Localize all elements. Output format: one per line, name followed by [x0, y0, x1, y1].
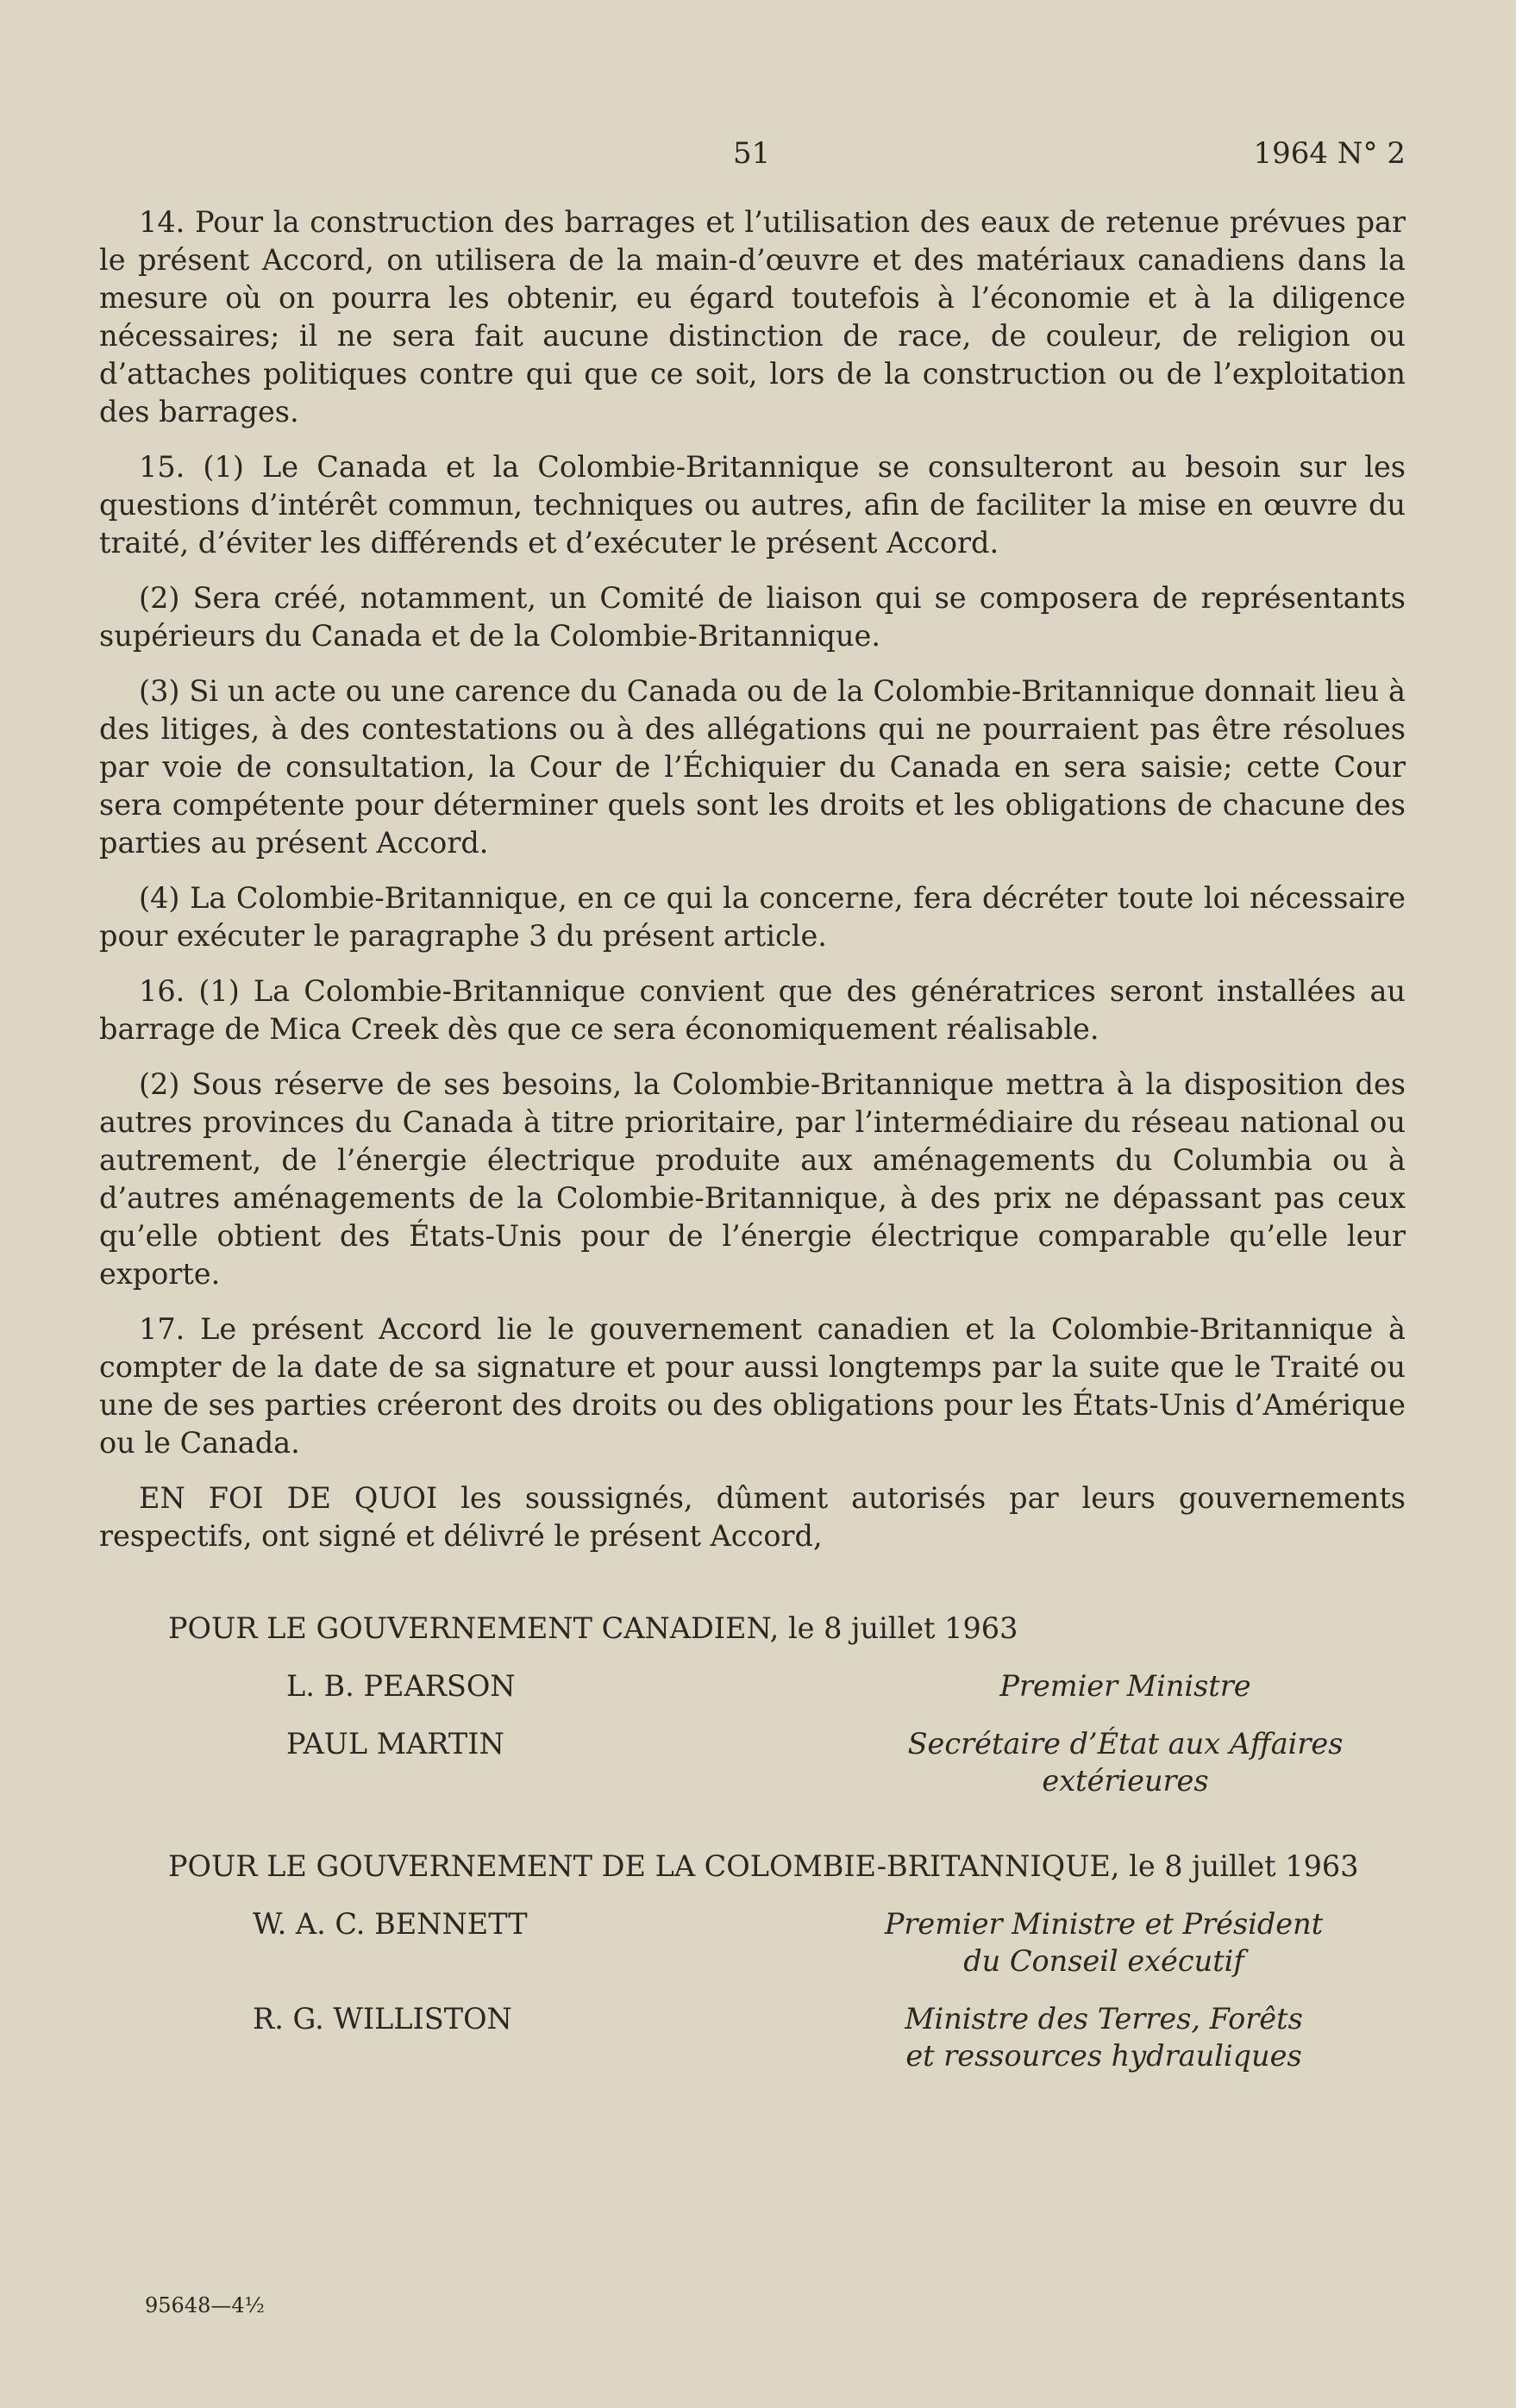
print-code: 95648—4½: [145, 2293, 265, 2317]
signer-name: L. B. PEARSON: [286, 1669, 516, 1703]
signer-title-continued: du Conseil exécutif: [963, 1944, 1244, 1978]
signer-row: [99, 1725, 1406, 1762]
signer-row-continued: [99, 2037, 1406, 2074]
signer-row: [99, 1667, 1406, 1704]
signer-name: R. G. WILLISTON: [253, 2002, 512, 2036]
page-number: 51: [733, 136, 771, 171]
document-reference: 1964 N° 2: [1253, 136, 1406, 171]
paragraph-16-1: 16. (1) La Colombie-Britannique convient que des génératrices seront installées au barrage de Mica Creek dès que ce sera économiquement réalisable.: [99, 974, 1406, 1046]
page-header: [99, 136, 1406, 176]
signer-title: Secrétaire d’État aux Affaires: [907, 1727, 1344, 1761]
paragraph-in-witness: EN FOI DE QUOI les soussignés, dûment autorisés par leurs gouvernements respectifs, ont signé et délivré le présent Accord,: [99, 1481, 1406, 1553]
canada-signature-block: [99, 1610, 1406, 1799]
signer-title-continued: extérieures: [1042, 1764, 1209, 1798]
signer-name: PAUL MARTIN: [286, 1727, 504, 1761]
signer-title-continued: et ressources hydrauliques: [905, 2039, 1302, 2073]
bc-signature-block: [99, 1848, 1406, 2074]
paragraph-15-2: (2) Sera créé, notamment, un Comité de liaison qui se composera de représentants supérieurs du Canada et de la Colombie-Britannique.: [99, 581, 1406, 653]
signer-row: [99, 2000, 1406, 2037]
signer-row: [99, 1905, 1406, 1942]
document-body: [99, 203, 1406, 1573]
paragraph-15-3: (3) Si un acte ou une carence du Canada ou de la Colombie-Britannique donnait lieu à des litiges, à des contestations ou à des allégations qui ne pourraient pas être résolues par voie de consultation, la Cour de l’Échiquier du Canada en sera saisie; cette Cour sera compétente pour déterminer quels sont les droits et les obligations de chacune des parties au présent Accord.: [99, 674, 1406, 860]
paragraph-15-4: (4) La Colombie-Britannique, en ce qui la concerne, fera décréter toute loi nécessaire pour exécuter le paragraphe 3 du présent article.: [99, 881, 1406, 953]
paragraph-14: 14. Pour la construction des barrages et l’utilisation des eaux de retenue prévues par le présent Accord, on utilisera de la main-d’œuvre et des matériaux canadiens dans la mesure où on pourra les obtenir, eu égard toutefois à l’économie et à la diligence nécessaires; il ne sera fait aucune distinction de race, de couleur, de religion ou d’attaches politiques contre qui que ce soit, lors de la construction ou de l’exploitation des barrages.: [99, 205, 1406, 428]
signer-title: Premier Ministre et Président: [884, 1907, 1324, 1941]
canada-heading: POUR LE GOUVERNEMENT CANADIEN, le 8 juillet 1963: [168, 1611, 1018, 1645]
signer-row-continued: [99, 1942, 1406, 1980]
signer-title: Premier Ministre: [999, 1669, 1251, 1703]
signer-row-continued: [99, 1762, 1406, 1799]
paragraph-17: 17. Le présent Accord lie le gouvernement canadien et la Colombie-Britannique à compter de la date de sa signature et pour aussi longtemps par la suite que le Traité ou une de ses parties créeront des droits ou des obligations pour les États-Unis d’Amérique ou le Canada.: [99, 1312, 1406, 1460]
paragraph-15-1: 15. (1) Le Canada et la Colombie-Britannique se consulteront au besoin sur les questions d’intérêt commun, techniques ou autres, afin de faciliter la mise en œuvre du traité, d’éviter les différends et d’exécuter le présent Accord.: [99, 450, 1406, 560]
paragraph-16-2: (2) Sous réserve de ses besoins, la Colombie-Britannique mettra à la disposition des autres provinces du Canada à titre prioritaire, par l’intermédiaire du réseau national ou autrement, de l’énergie électrique produite aux aménagements du Columbia ou à d’autres aménagements de la Colombie-Britannique, à des prix ne dépassant pas ceux qu’elle obtient des États-Unis pour de l’énergie électrique comparable qu’elle leur exporte.: [99, 1067, 1406, 1291]
bc-heading: POUR LE GOUVERNEMENT DE LA COLOMBIE-BRITANNIQUE, le 8 juillet 1963: [168, 1849, 1359, 1883]
signer-title: Ministre des Terres, Forêts: [905, 2002, 1303, 2036]
signer-name: W. A. C. BENNETT: [253, 1907, 528, 1941]
